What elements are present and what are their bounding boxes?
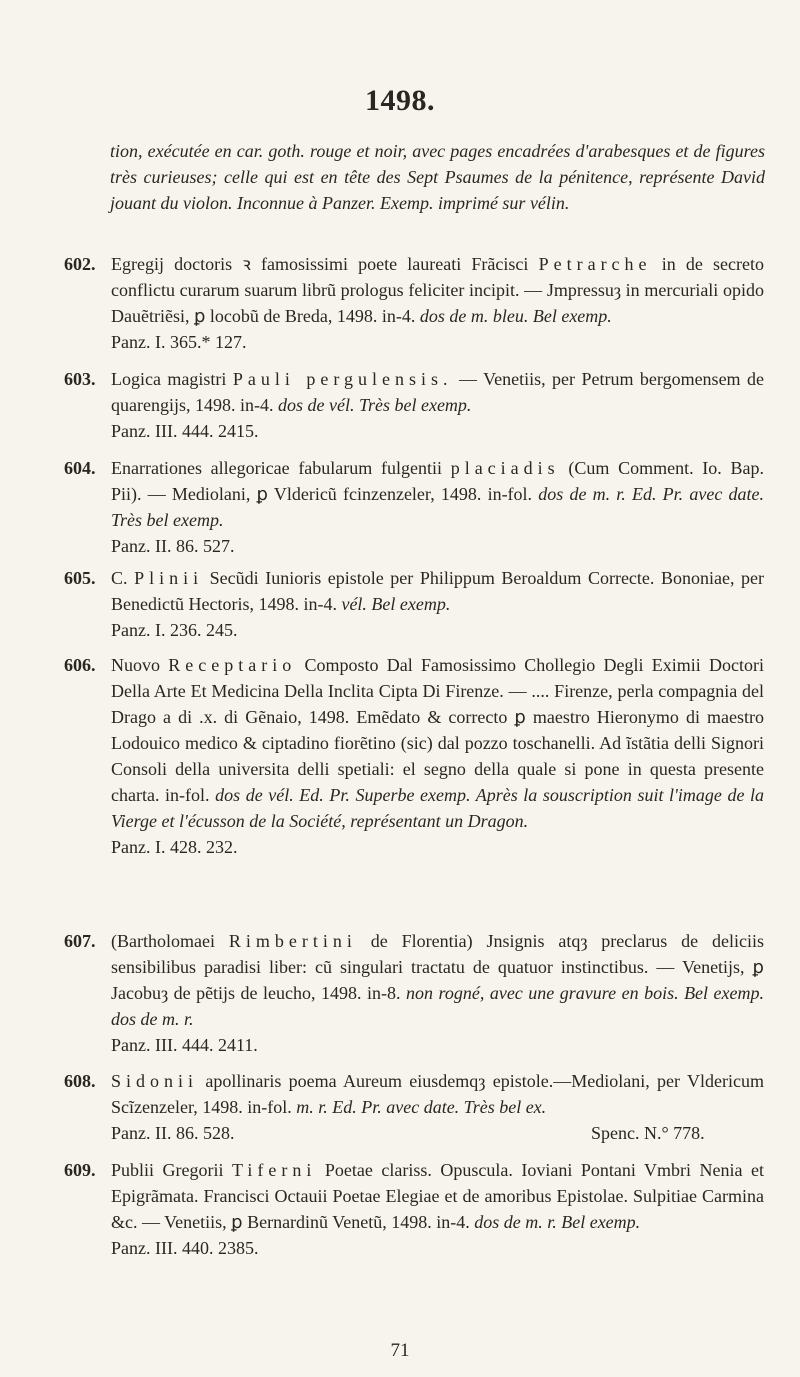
panzer-reference: Panz. III. 444. 2415.	[111, 421, 259, 441]
panzer-reference: Panz. II. 86. 528.	[111, 1123, 235, 1143]
entry-text-post: de Florentia) Jnsignis atqȝ preclarus de deliciis sensibilibus paradisi liber: cũ singulari tractatu de quatuor instinctibus. — Venetijs, ꝑ Jacobuȝ de pẽtijs de leucho, 1498. in-8.	[111, 931, 764, 1003]
spencer-reference: Spenc. N.° 778.	[591, 1123, 705, 1143]
entry-author: placiadis	[450, 458, 560, 478]
entry-author: Receptario	[168, 655, 297, 675]
entry-reference	[111, 418, 764, 444]
entry-binding-note: non rogné, avec une gravure en bois. Bel exemp. dos de m. r.	[111, 983, 765, 1029]
entry-text-post: — Venetiis, per Petrum bergomensem de quarengijs, 1498. in-4.	[111, 369, 764, 415]
entry-reference	[111, 617, 764, 643]
entry-reference	[111, 533, 764, 559]
panzer-reference: Panz. III. 444. 2411.	[111, 1035, 258, 1055]
panzer-reference: Panz. I. 428. 232.	[111, 837, 238, 857]
entry-number: 603.	[64, 369, 96, 389]
entry-text-post: apollinaris poema Aureum eiusdemqȝ epistole.—Mediolani, per Vldericum Scĩzenzeler, 1498. in-fol.	[111, 1071, 764, 1117]
entry-number: 607.	[64, 931, 96, 951]
entry-text-pre: Logica magistri	[111, 369, 233, 389]
catalogue-entry-609	[64, 1157, 764, 1261]
entry-number: 602.	[64, 254, 96, 274]
entry-description	[111, 455, 764, 533]
catalogue-entry-608	[64, 1068, 764, 1146]
entry-binding-note: dos de vél. Très bel exemp.	[277, 395, 472, 415]
entry-binding-note: dos de m. r. Ed. Pr. avec date. Très bel exemp.	[111, 484, 765, 530]
entry-reference	[111, 834, 764, 860]
panzer-reference: Panz. I. 365.* 127.	[111, 332, 247, 352]
entry-description	[111, 1157, 764, 1235]
entry-description	[111, 928, 764, 1032]
catalogue-entry-607	[64, 928, 764, 1058]
entry-reference	[111, 1235, 764, 1261]
entry-binding-note: m. r. Ed. Pr. avec date. Très bel ex.	[296, 1097, 547, 1117]
entry-reference	[111, 329, 764, 355]
entry-description	[111, 565, 764, 617]
entry-binding-note: dos de vél. Ed. Pr. Superbe exemp. Après la souscription suit l'image de la Vierge et l'écusson de la Société, représentant un Dragon.	[111, 785, 765, 831]
entry-reference	[111, 1120, 764, 1146]
entry-binding-note: dos de m. r. Bel exemp.	[474, 1212, 641, 1232]
entry-author: Tiferni	[232, 1160, 317, 1180]
entry-number: 606.	[64, 655, 96, 675]
entry-description	[111, 366, 764, 418]
entry-description	[111, 652, 764, 834]
entry-text-pre: Enarrationes allegoricae fabularum fulgentii	[111, 458, 451, 478]
catalogue-entry-603	[64, 366, 764, 444]
page-folio: 71	[390, 1340, 410, 1361]
entry-text-post: Secũdi Iunioris epistole per Philippum Beroaldum Correcte. Bononiae, per Benedictũ Hectoris, 1498. in-4.	[111, 568, 764, 614]
entry-continuation: tion, exécutée en car. goth. rouge et noir, avec pages encadrées d'arabesques et de figures très curieuses; celle qui est en tête des Sept Psaumes de la pénitence, représente David jouant du violon. Inconnue à Panzer. Exemp. imprimé sur vélin.	[110, 141, 765, 213]
entry-binding-note: vél. Bel exemp.	[341, 594, 451, 614]
entry-text-post: (Cum Comment. Io. Bap. Pii). — Mediolani, ꝑ Vldericũ fcinzenzeler, 1498. in-fol.	[111, 458, 764, 504]
entry-text-pre: (Bartholomaei	[111, 931, 229, 951]
catalogue-entry-602	[64, 251, 764, 355]
entry-text-pre: C.	[111, 568, 135, 588]
entry-author: Plinii	[134, 568, 204, 588]
entry-number: 604.	[64, 458, 96, 478]
entry-text-pre: Egregij doctoris ꝛ famosissimi poete laureati Frãcisci	[111, 254, 539, 274]
panzer-reference: Panz. I. 236. 245.	[111, 620, 238, 640]
entry-author: Rimbertini	[228, 931, 357, 951]
entry-text-post: in de secreto conflictu curarum suarum librũ prologus feliciter incipit. — Jmpressuȝ in mercuriali opido Dauẽtriẽsi, ꝑ locobũ de Breda, 1498. in-4.	[111, 254, 764, 326]
entry-text-post: Composto Dal Famosissimo Chollegio Degli Eximii Doctori Della Arte Et Medicina Della Inclita Cipta Di Firenze. — .... Firenze, perla compagnia del Drago a di .x. di Gẽnaio, 1498. Emẽdato & correcto ꝑ maestro Hieronymo di maestro Lodouico medico & ciptadino fiorẽtino (sic) dal pozzo toschanelli. Ad ĩstãtia delli Signori Consoli della universita delli spetiali: el segno della quale si pone in questa presente charta. in-fol.	[111, 655, 765, 805]
entry-binding-note: dos de m. bleu. Bel exemp.	[419, 306, 612, 326]
entry-number: 609.	[64, 1160, 96, 1180]
running-head-year: 1498.	[365, 84, 435, 117]
entry-number: 605.	[64, 568, 96, 588]
entry-description	[111, 1068, 764, 1120]
entry-author: Petrarche	[538, 254, 652, 274]
entry-text-post: Poetae clariss. Opuscula. Ioviani Pontani Vmbri Nenia et Epigrãmata. Francisci Octauii Poetae Elegiae et de amoribus Epistolae. Sulpitiae Carmina &c. — Venetiis, ꝑ Bernardinũ Venetũ, 1498. in-4.	[111, 1160, 764, 1232]
entry-author: Sidonii	[111, 1071, 199, 1091]
catalogue-entry-604	[64, 455, 764, 559]
entry-reference	[111, 1032, 764, 1058]
catalogue-entry-605	[64, 565, 764, 643]
catalogue-entry-606	[64, 652, 764, 860]
panzer-reference: Panz. III. 440. 2385.	[111, 1238, 259, 1258]
panzer-reference: Panz. II. 86. 527.	[111, 536, 235, 556]
entry-number: 608.	[64, 1071, 96, 1091]
entry-author: Pauli pergulensis.	[232, 369, 453, 389]
entry-description	[111, 251, 764, 329]
entry-text-pre: Nuovo	[111, 655, 169, 675]
entry-text-pre: Publii Gregorii	[111, 1160, 233, 1180]
